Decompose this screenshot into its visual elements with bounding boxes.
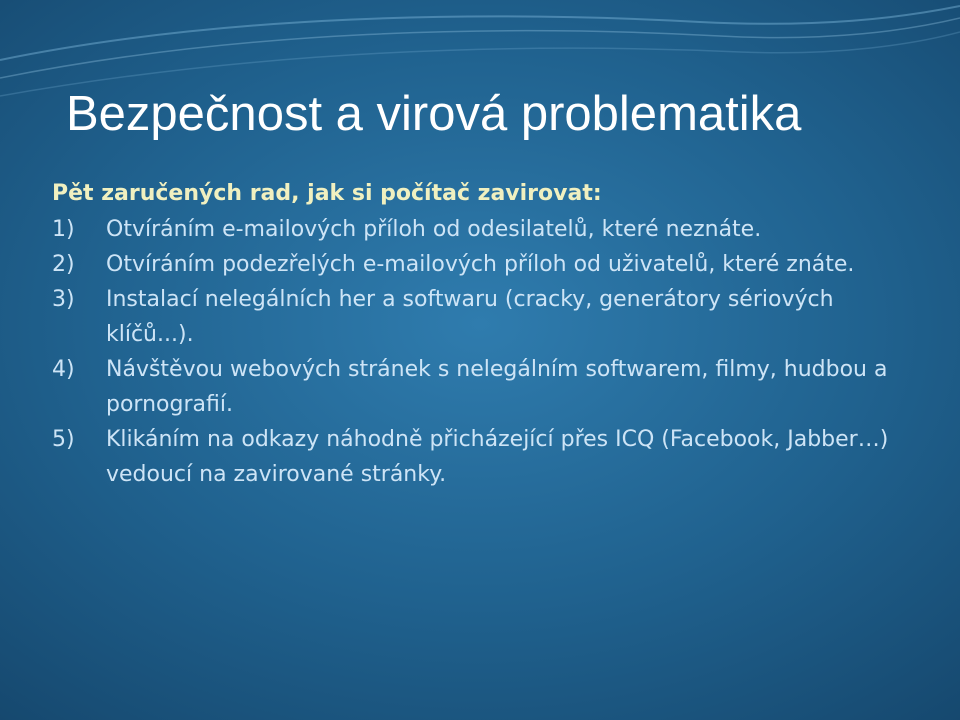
list-item-text: Klikáním na odkazy náhodně přicházející přes ICQ (Facebook, Jabber…) vedoucí na zavirované stránky.	[106, 427, 889, 487]
list-item-number: 2)	[52, 252, 75, 277]
list-item-text: Otvíráním e-mailových příloh od odesilatelů, které neznáte.	[106, 217, 762, 242]
list-item	[52, 212, 912, 247]
list-item	[52, 352, 912, 422]
list-item-number: 3)	[52, 287, 75, 312]
list-item-text: Instalací nelegálních her a softwaru (cracky, generátory sériových klíčů...).	[106, 287, 834, 347]
slide-title: Bezpečnost a virová problematika	[66, 87, 802, 141]
list-item	[52, 282, 912, 352]
slide-content	[52, 176, 912, 492]
list-item-number: 1)	[52, 217, 75, 242]
list-item	[52, 422, 912, 492]
list-item-text: Návštěvou webových stránek s nelegálním softwarem, filmy, hudbou a pornografií.	[106, 357, 888, 417]
list-item-number: 5)	[52, 427, 75, 452]
tips-list	[52, 212, 912, 492]
intro-text: Pět zaručených rad, jak si počítač zavirovat:	[52, 181, 602, 206]
list-item-number: 4)	[52, 357, 75, 382]
list-item	[52, 247, 912, 282]
list-item-text: Otvíráním podezřelých e-mailových příloh od uživatelů, které znáte.	[106, 252, 855, 277]
